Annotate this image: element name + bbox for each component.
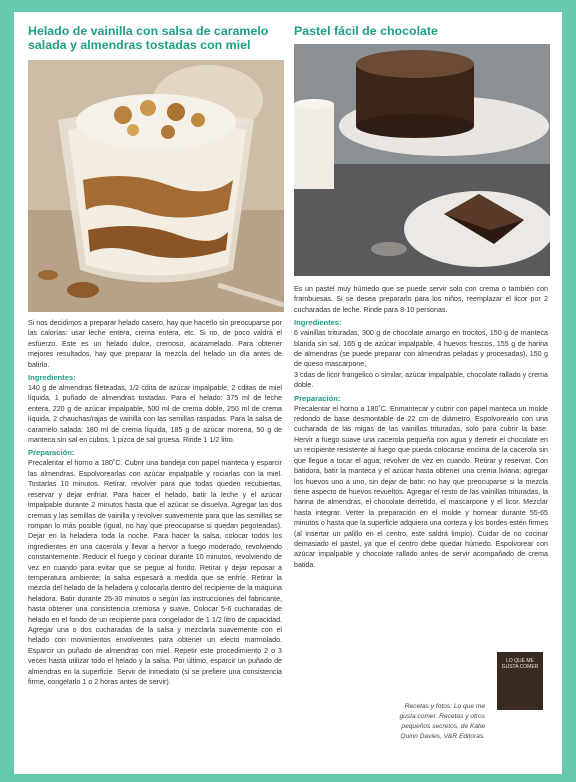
helado-illustration — [28, 60, 284, 312]
ingredients-pastel: 6 vainillas trituradas, 300 g de chocolate amargo en trocitos, 150 g de manteca blanda sin sal, 165 g de azúcar impalpable, 4 huevos frescos, 155 g de harina de almendras (se puede preparar con almendras peladas y procesadas), 150 g de queso mascarpone, — [294, 329, 548, 369]
recipe-intro-pastel: Es un pastel muy húmedo que se puede servir solo con crema o también con frambuesas. Si se desea prepararlo para los niños, reemplazar el licor por 2 cucharadas de leche. Rinde para 8-10 personas. — [294, 285, 548, 314]
prep-helado: Precalentar el horno a 180˚C. Cubrir una bandeja con papel manteca y esparcir las almendras. Espolvorearlas con azúcar impalpable y rociarlas con la miel. Tostarlas 10 minutos. Retirar, revolver para que todas queden recubiertas, reservar y dejar enfriar. Para hacer el helado, batir la leche y el azúcar impalpable durante 2 minutos hasta que el azúcar se disuelva. Agregar las dos cremas y las semillas de vainilla y revolver suavemente para que las semillas se rompan lo más posible (igual, no hay que preocuparse si quedan pegoteadas). Dejar en la heladera toda la noche. Para hacer la salsa, colocar todos los ingredientes en una cacerola y llevar a hervor a fuego moderado, revolviendo constantemente. Reducir el fuego y cocinar durante 10 minutos, revolviendo de vez en cuando para evitar que se pegue al fondo. Retirar y dejar reposar a temperatura ambiente; la salsa espesará a medida que se enfríe. Retirar la mezcla del helado de la heladera y colocarla dentro del recipiente de la máquina heladora. Batir durante 25-30 minutos o según las instrucciones del fabricante, hasta obtener una consistencia cremosa y suave. Colocar 5-6 cucharadas de helado en el fondo de un recipiente para congelador de 1 1/2 litro de capacidad. Agregar una o dos cucharadas de la salsa y mezclarla suavemente con el helado con movimientos envolventes para obtener un efecto marmolado. Esparcir un puñado de almendras con miel. Repetir este procedimiento 2 o 3 veces hasta utilizar todo el helado y la salsa. Por último, esparcir un puñado de almendras en la superficie. Servir de inmediato (si se prefiere una consistencia firme, congelarlo 1 o 2 horas antes de servir). — [28, 459, 282, 686]
magazine-page — [14, 12, 562, 774]
ingredients-heading-helado: Ingredientes: — [28, 373, 76, 383]
recipe-title-helado: Helado de vainilla con salsa de caramelo salada y almendras tostadas con miel — [28, 24, 269, 52]
prep-heading-pastel: Preparación: — [294, 393, 341, 403]
prep-pastel: Precalentar el horno a 180˚C. Enmantecar y cubrir con papel manteca un molde redondo de base desmontable de 22 cm de diámetro. Espolvorearlo con una cucharada de las migas de las vainillas trituradas, solo para cubrir la base. Hervir a fuego suave una cacerola pequeña con agua y derretir el chocolate en un recipiente resistente al fuego que pueda colocarse encima de la cacerola sin que llegue a tocar el agua; revolver de vez en cuando. Retirar y reservar. Con batidora, batir la manteca y el azúcar hasta obtener una crema liviana; agregar los huevos uno a uno, sin dejar de batir: no hay que preocuparse si la mezcla tiene aspecto de huevos revueltos. Agregar el resto de las vainillas trituradas, la harina de almendras, el chocolate derretido, el mascarpone y el licor. Mezclar hasta integrar. Verter la preparación en el molde y hornear durante 55-65 minutos o hasta que la superficie adquiera una corteza y los bordes estén firmes (al insertar un palillo en el centro, este saldrá limpio). Cuidar de no cocinar demasiado el pastel, ya que el centro debe quedar húmedo. Espolvorear con azúcar impalpable y chocolate rallado antes de servir acompañado de crema batida. — [294, 404, 548, 569]
prep-heading-helado: Preparación: — [28, 448, 75, 458]
ingredients-helado: 140 g de almendras fileteadas, 1/2 cdita de azúcar impalpable, 2 cditas de miel líquida, 1 puñado de almendras tostadas. Para el helado: 375 ml de leche entera, 220 g de azúcar impalpable, 500 ml de crema doble, 250 ml de crema líquida, 2 chauchas/rajas de vainilla con las semillas raspadas. Para la salsa de caramelo salada: 180 ml de crema líquida, 185 g de azúcar morena, 50 g de manteca sin sal en cubos, 1 pizca de sal gruesa. Rinde 1 1/2 litro. — [28, 384, 282, 445]
photo-helado — [28, 60, 284, 312]
pastel-illustration — [294, 44, 550, 276]
ingredients-pastel-cont: 3 cdas de licor frangelico o similar, azúcar impalpable, chocolate rallado y crema doble. — [294, 370, 548, 390]
book-cover-title: LO QUE ME GUSTA COMER — [501, 658, 539, 670]
recipe-body-helado — [28, 318, 282, 687]
recipe-credits: Recetas y fotos: Lo que me gusta comer. Recetas y otros pequeños secretos, de Katie Quinn Davies, V&R Editoras. — [399, 703, 485, 740]
book-cover — [497, 652, 543, 710]
recipe-body-pastel — [294, 284, 548, 570]
photo-pastel — [294, 44, 550, 276]
recipe-title-pastel: Pastel fácil de chocolate — [294, 24, 438, 38]
recipe-intro-helado: Si nos decidimos a preparar helado casero, hay que hacerlo sin preocuparse por las calorías: usar leche entera, crema entera, etc. Si no, de poco valdrá el esfuerzo. Este es un helado dulce, cremoso, acaramelado. Para obtener mejores resultados, hay que preparar la mezcla del helado un día antes de batirlo. — [28, 319, 282, 369]
ingredients-heading-pastel: Ingredientes: — [294, 318, 342, 328]
